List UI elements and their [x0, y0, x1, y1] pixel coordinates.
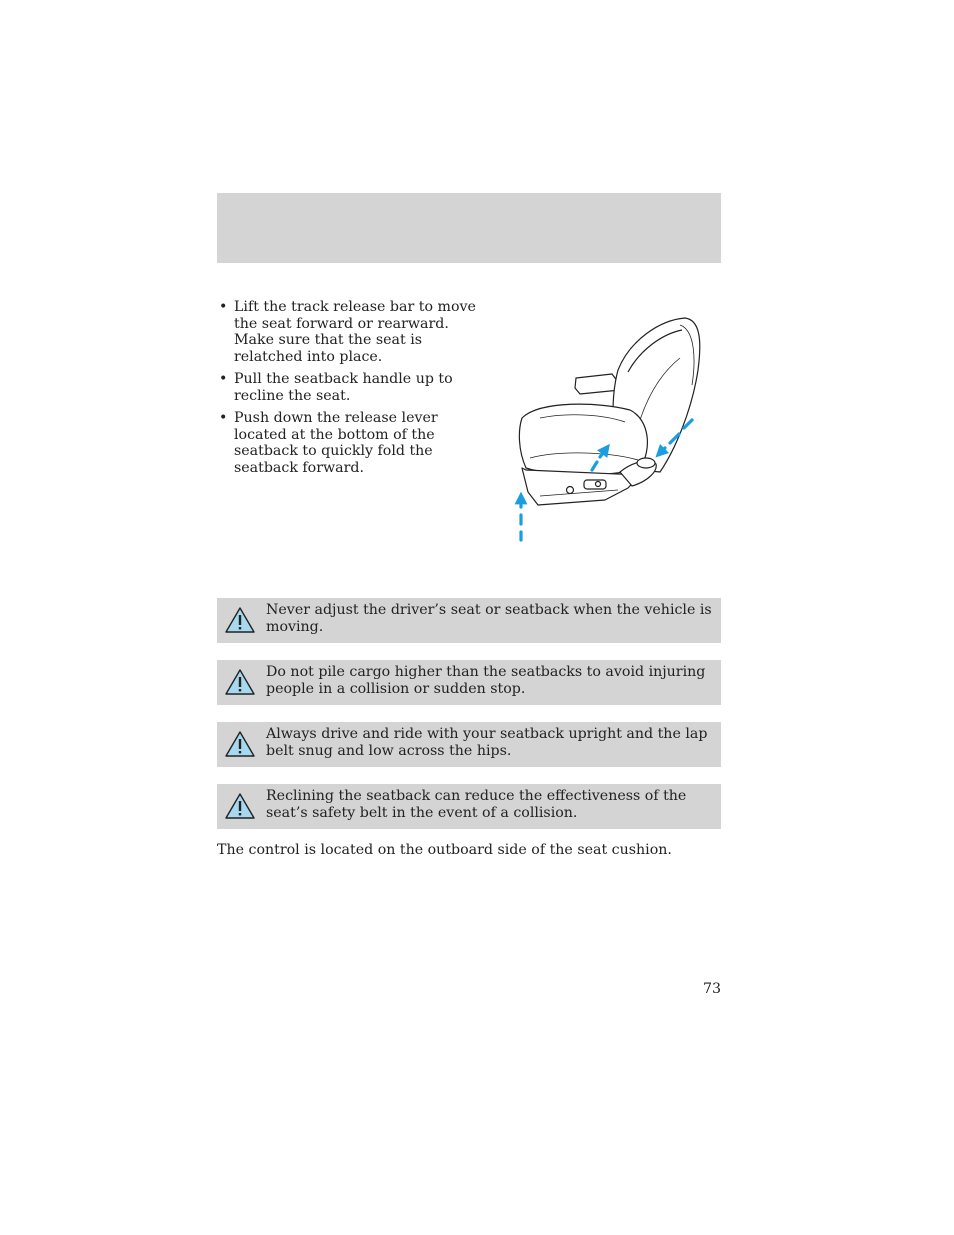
- bullet-glyph: •: [219, 371, 228, 387]
- warning-text: Do not pile cargo higher than the seatbacks to avoid injuring people in a collision or sudden stop.: [266, 664, 706, 697]
- list-item: [217, 410, 479, 476]
- warning-text: Never adjust the driver’s seat or seatback when the vehicle is moving.: [266, 602, 712, 635]
- page-number: 73: [702, 981, 721, 997]
- bullet-glyph: •: [219, 410, 228, 426]
- list-item: [217, 299, 479, 365]
- warning-box: [217, 784, 721, 829]
- instruction-list: [217, 299, 479, 482]
- warning-triangle-icon: [224, 730, 256, 758]
- bullet-glyph: •: [219, 299, 228, 315]
- list-item-text: Pull the seatback handle up to recline the seat.: [234, 371, 453, 404]
- list-item-text: Push down the release lever located at the bottom of the seatback to quickly fold the seatback forward.: [234, 410, 438, 476]
- warning-box: [217, 660, 721, 705]
- warning-triangle-icon: [224, 668, 256, 696]
- body-paragraph: The control is located on the outboard side of the seat cushion.: [217, 842, 672, 858]
- warning-text: Reclining the seatback can reduce the effectiveness of the seat’s safety belt in the event of a collision.: [266, 788, 687, 821]
- warning-triangle-icon: [224, 792, 256, 820]
- warning-text: Always drive and ride with your seatback upright and the lap belt snug and low across the hips.: [266, 726, 708, 759]
- list-item-text: Lift the track release bar to move the seat forward or rearward. Make sure that the seat is relatched into place.: [234, 299, 476, 365]
- seat-adjustment-illustration: [500, 300, 720, 550]
- warning-box: [217, 722, 721, 767]
- list-item: [217, 371, 479, 404]
- header-band: [217, 193, 721, 263]
- warning-triangle-icon: [224, 606, 256, 634]
- warning-box: [217, 598, 721, 643]
